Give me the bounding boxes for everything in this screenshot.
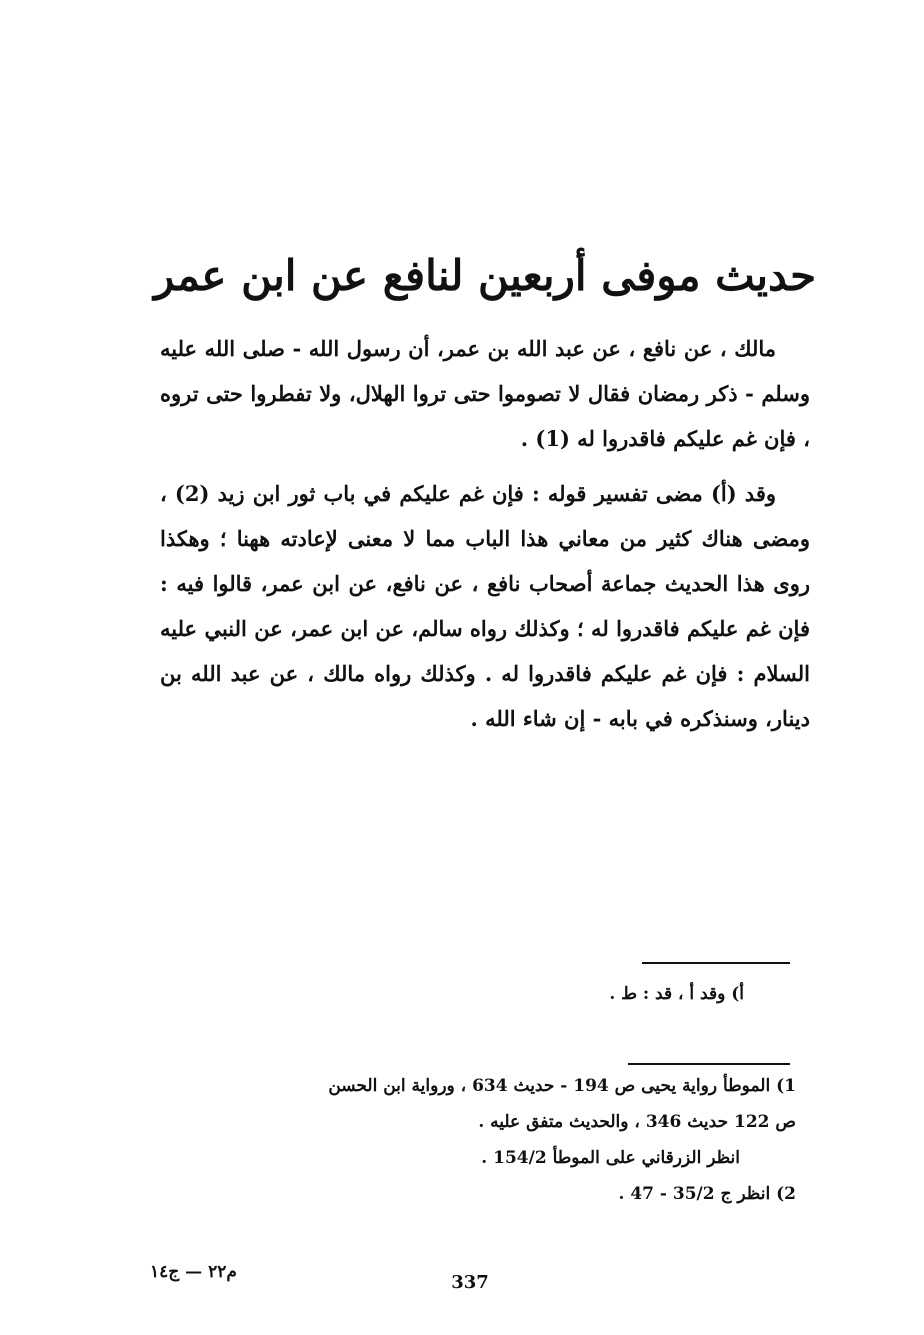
main-text [160, 326, 810, 751]
footnote-1: 1) الموطأ رواية يحيى ص 194 - حديث 634 ، ورواية ابن الحسن [328, 1076, 796, 1096]
footnotes-divider [628, 1063, 790, 1065]
footnote-1-continued: ص 122 حديث 346 ، والحديث متفق عليه . [478, 1112, 796, 1132]
signature-mark: م٢٢ — ج١٤ [150, 1262, 237, 1282]
footnotes [146, 1068, 796, 1212]
paragraph-hadith: مالك ، عن نافع ، عن عبد الله بن عمر، أن رسول الله - صلى الله عليه وسلم - ذكر رمضان فقال لا تصوموا حتى تروا الهلال، ولا تفطروا حتى تروه ، فإن غم عليكم فاقدروا له (1) . [160, 336, 810, 451]
variant-note: أ) وقد أ ، قد : ط . [609, 984, 744, 1004]
variant-note-divider [642, 962, 790, 964]
footnote-1-reference: انظر الزرقاني على الموطأ 154/2 . [481, 1148, 740, 1168]
paragraph-commentary: وقد (أ) مضى تفسير قوله : فإن غم عليكم في باب ثور ابن زيد (2) ، ومضى هناك كثير من معاني هذا الباب مما لا معنى لإعادته ههنا ؛ وهكذا روى هذا الحديث جماعة أصحاب نافع ، عن نافع، عن ابن عمر، قالوا فيه : فإن غم عليكم فاقدروا له ؛ وكذلك رواه سالم، عن ابن عمر، عن النبي عليه السلام : فإن غم عليكم فاقدروا له . وكذلك رواه مالك ، عن عبد الله بن دينار، وسنذكره في بابه - إن شاء الله . [160, 481, 810, 731]
chapter-title: حديث موفى أربعين لنافع عن ابن عمر [153, 251, 817, 301]
page-number: 337 [451, 1272, 489, 1293]
footnote-2: 2) انظر ج 35/2 - 47 . [618, 1184, 796, 1204]
